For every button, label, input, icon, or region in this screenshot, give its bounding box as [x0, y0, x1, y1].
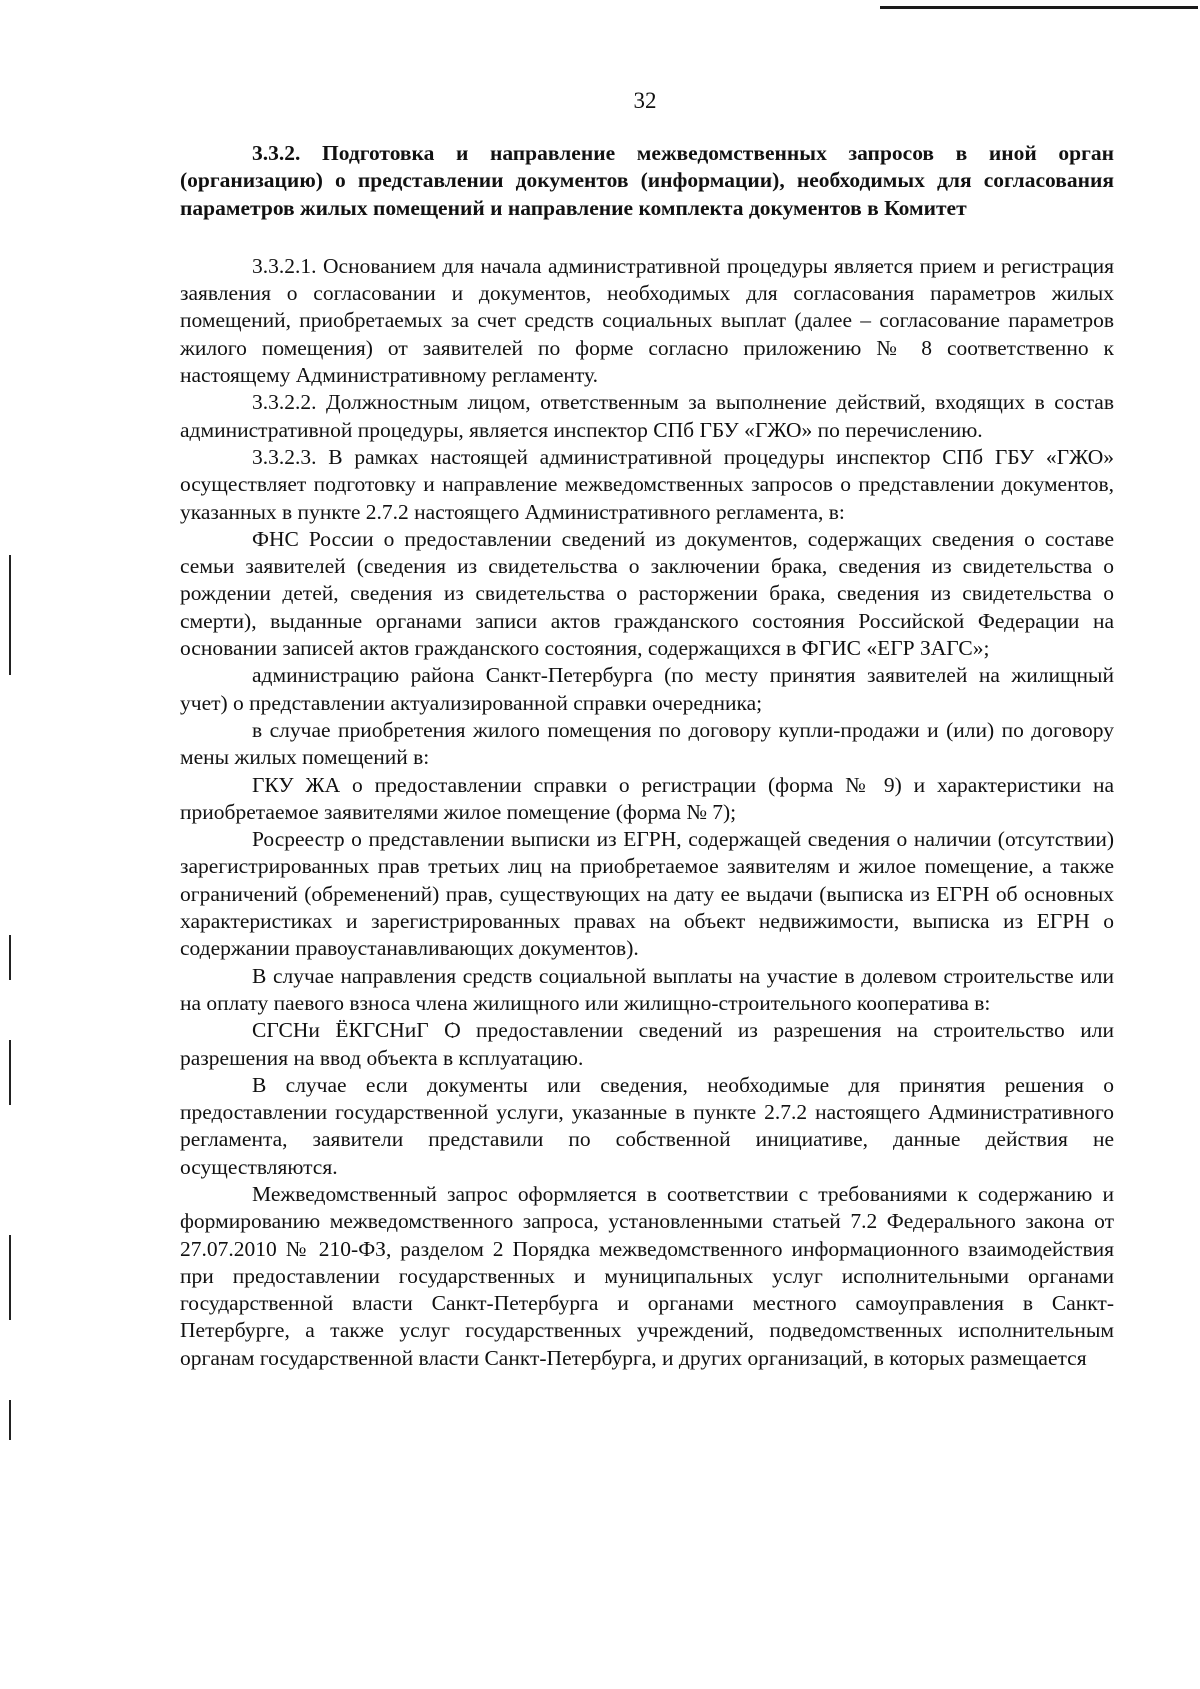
scan-edge-mark	[9, 1235, 11, 1320]
scan-top-rule	[880, 6, 1198, 9]
paragraph: Росреестр о представлении выписки из ЕГРН, содержащей сведения о наличии (отсутствии) зарегистрированных прав третьих лиц на приобретаемое заявителям и жилое помещение, а также ограничений (обременений) прав, существующих на дату ее выдачи (выписка из ЕГРН об основных характеристиках и зарегистрированных правах на объект недвижимости, выписка из ЕГРН о содержании правоустанавливающих документов).	[180, 827, 1114, 961]
paragraph: СГСНи ЁКГСНиГ Ѻ предоставлении сведений из разрешения на строительство или разрешения на ввод объекта в ксплуатацию.	[180, 1018, 1114, 1070]
paragraph: ГКУ ЖА о предоставлении справки о регистрации (форма № 9) и характеристики на приобретаемое заявителями жилое помещение (форма № 7);	[180, 772, 1114, 824]
paragraph: в случае приобретения жилого помещения по договору купли-продажи и (или) по договору мены жилых помещений в:	[180, 717, 1114, 770]
paragraph: 3.3.2.1. Основанием для начала административной процедуры является прием и регистрация заявления о согласовании и документов, необходимых для согласования параметров жилых помещений, приобретаемых за счет средств социальных выплат (далее – согласование параметров жилого помещения) от заявителей по форме согласно приложению № 8 соответственно к настоящему Административному регламенту.	[180, 253, 1114, 388]
paragraph: В случае если документы или сведения, необходимые для принятия решения о предоставлении государственной услуги, указанные в пункте 2.7.2 настоящего Административного регламента, заявители представили по собственной инициативе, данные действия не осуществляются.	[180, 1072, 1114, 1179]
paragraph: В случае направления средств социальной выплаты на участие в долевом строительстве или на оплату паевого взноса члена жилищного или жилищно-строительного кооператива в:	[180, 963, 1114, 1015]
page-number: 32	[633, 88, 657, 113]
scan-edge-mark	[9, 555, 11, 675]
scan-edge-mark	[9, 1400, 11, 1440]
paragraph: Межведомственный запрос оформляется в соответствии с требованиями к содержанию и формированию межведомственного запроса, установленными статьей 7.2 Федерального закона от 27.07.2010 № 210-ФЗ, разделом 2 Порядка межведомственного информационного взаимодействия при предоставлении государственных и муниципальных услуг исполнительными органами государственной власти Санкт-Петербурга и органами местного самоуправления в Санкт-Петербурге, а также услуг государственных учреждений, подведомственных исполнительным органам государственной власти Санкт-Петербурга, и других организаций, в которых размещается	[180, 1181, 1114, 1370]
scan-edge-mark	[9, 935, 11, 980]
scan-edge-mark	[9, 1040, 11, 1105]
document-body	[180, 140, 1114, 1372]
paragraph: администрацию района Санкт-Петербурга (по месту принятия заявителей на жилищный учет) о представлении актуализированной справки очередника;	[180, 663, 1114, 715]
section-heading: 3.3.2. Подготовка и направление межведомственных запросов в иной орган (организацию) о представлении документов (информации), необходимых для согласования параметров жилых помещений и направление комплекта документов в Комитет	[180, 141, 1114, 220]
paragraph: 3.3.2.2. Должностным лицом, ответственным за выполнение действий, входящих в состав административной процедуры, является инспектор СПб ГБУ «ГЖО» по перечислению.	[180, 390, 1114, 442]
paragraph: 3.3.2.3. В рамках настоящей административной процедуры инспектор СПб ГБУ «ГЖО» осуществляет подготовку и направление межведомственных запросов о представлении документов, указанных в пункте 2.7.2 настоящего Административного регламента, в:	[180, 444, 1114, 524]
paragraph: ФНС России о предоставлении сведений из документов, содержащих сведения о составе семьи заявителей (сведения из свидетельства о заключении брака, сведения из свидетельства о рождении детей, сведения из свидетельства о расторжении брака, сведения из свидетельства о смерти), выданные органами записи актов гражданского состояния Российской Федерации на основании записей актов гражданского состояния, содержащихся в ФГИС «ЕГР ЗАГС»;	[180, 526, 1114, 661]
